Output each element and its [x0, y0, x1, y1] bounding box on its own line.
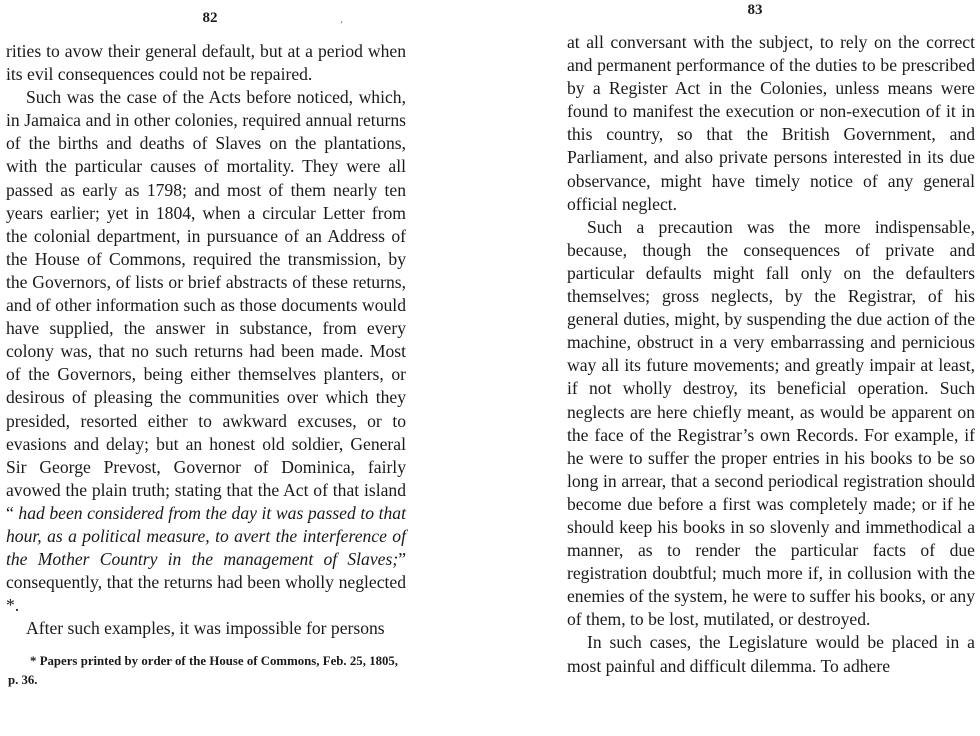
- paragraph: [6, 40, 406, 86]
- right-page: [545, 0, 980, 736]
- left-body-text: [6, 40, 406, 640]
- text-run: After such examples, it was impossible for persons: [26, 618, 385, 639]
- text-run: In such cases, the Legislature would be placed in a most painful and difficult dilemma. To adhere: [567, 632, 975, 676]
- left-page: [0, 0, 440, 736]
- paragraph: [567, 216, 975, 632]
- paragraph: [6, 86, 406, 617]
- footnote: * Papers printed by order of the House of Commons, Feb. 25, 1805, p. 36.: [8, 654, 398, 687]
- paragraph: [567, 31, 975, 216]
- paragraph: [6, 617, 406, 640]
- text-run: at all conversant with the subject, to rely on the correct and permanent performance of the duties to be prescribed by a Register Act in the Colonies, unless means were found to manifest the execution or non-execution of it in this country, so that the British Government, and Parliament, and also private persons interested in its due observance, might have timely notice of any general official neglect.: [567, 32, 975, 214]
- left-page-number: 82: [202, 10, 218, 26]
- right-body-text: [567, 31, 975, 678]
- paragraph: [567, 631, 975, 677]
- text-run: Such was the case of the Acts before noticed, which, in Jamaica and in other colonies, required annual returns of the births and deaths of Slaves on the plantations, with the particular causes of mortality. They were all passed as early as 1798; and most of them nearly ten years earlier; yet in 1804, when a circular Letter from the colonial department, in pursuance of an Address of the House of Commons, required the transmission, by the Governors, of lists or brief abstracts of these returns, and of other information such as those documents would have supplied, the answer in substance, from every colony was, that no such returns had been made. Most of the Governors, being either themselves planters, or desirous of pleasing the communities over which they presided, resorted either to awkward excuses, or to evasions and delay; but an honest old soldier, General Sir George Prevost, Governor of Dominica, fairly avowed the plain truth; stating that the Act of that island “: [6, 87, 406, 523]
- stray-mark: ‚: [340, 14, 344, 25]
- text-run: rities to avow their general default, but at a period when its evil consequences could not be repaired.: [6, 41, 406, 85]
- text-run: Such a precaution was the more indispensable, because, though the consequences of private and particular defaults might fall only on the defaulters themselves; gross neglects, by the Registrar, of his general duties, might, by suspending the due action of the machine, obstruct in a very embarrassing and pernicious way all its future movements; and greatly impair at least, if not wholly destroy, its beneficial operation. Such neglects are here chiefly meant, as would be apparent on the face of the Registrar’s own Records. For example, if he were to suffer the proper entries in his books to be so long in arrear, that a second periodical registration should become due before a first was completely made; or if he should keep his books in so slovenly and immethodical a manner, as to render the particular facts of due registration doubtful; much more if, in collusion with the enemies of the system, he were to suffer his books, or any of them, to be lost, mutilated, or destroyed.: [567, 216, 975, 630]
- italic-quote: had been considered from the day it was passed to that hour, as a political measure, to avert the interference of the Mother Country in the management of Slaves;: [6, 502, 406, 570]
- right-page-number: 83: [747, 2, 763, 18]
- text-run: ” consequently, that the returns had been wholly neglected *.: [6, 549, 406, 616]
